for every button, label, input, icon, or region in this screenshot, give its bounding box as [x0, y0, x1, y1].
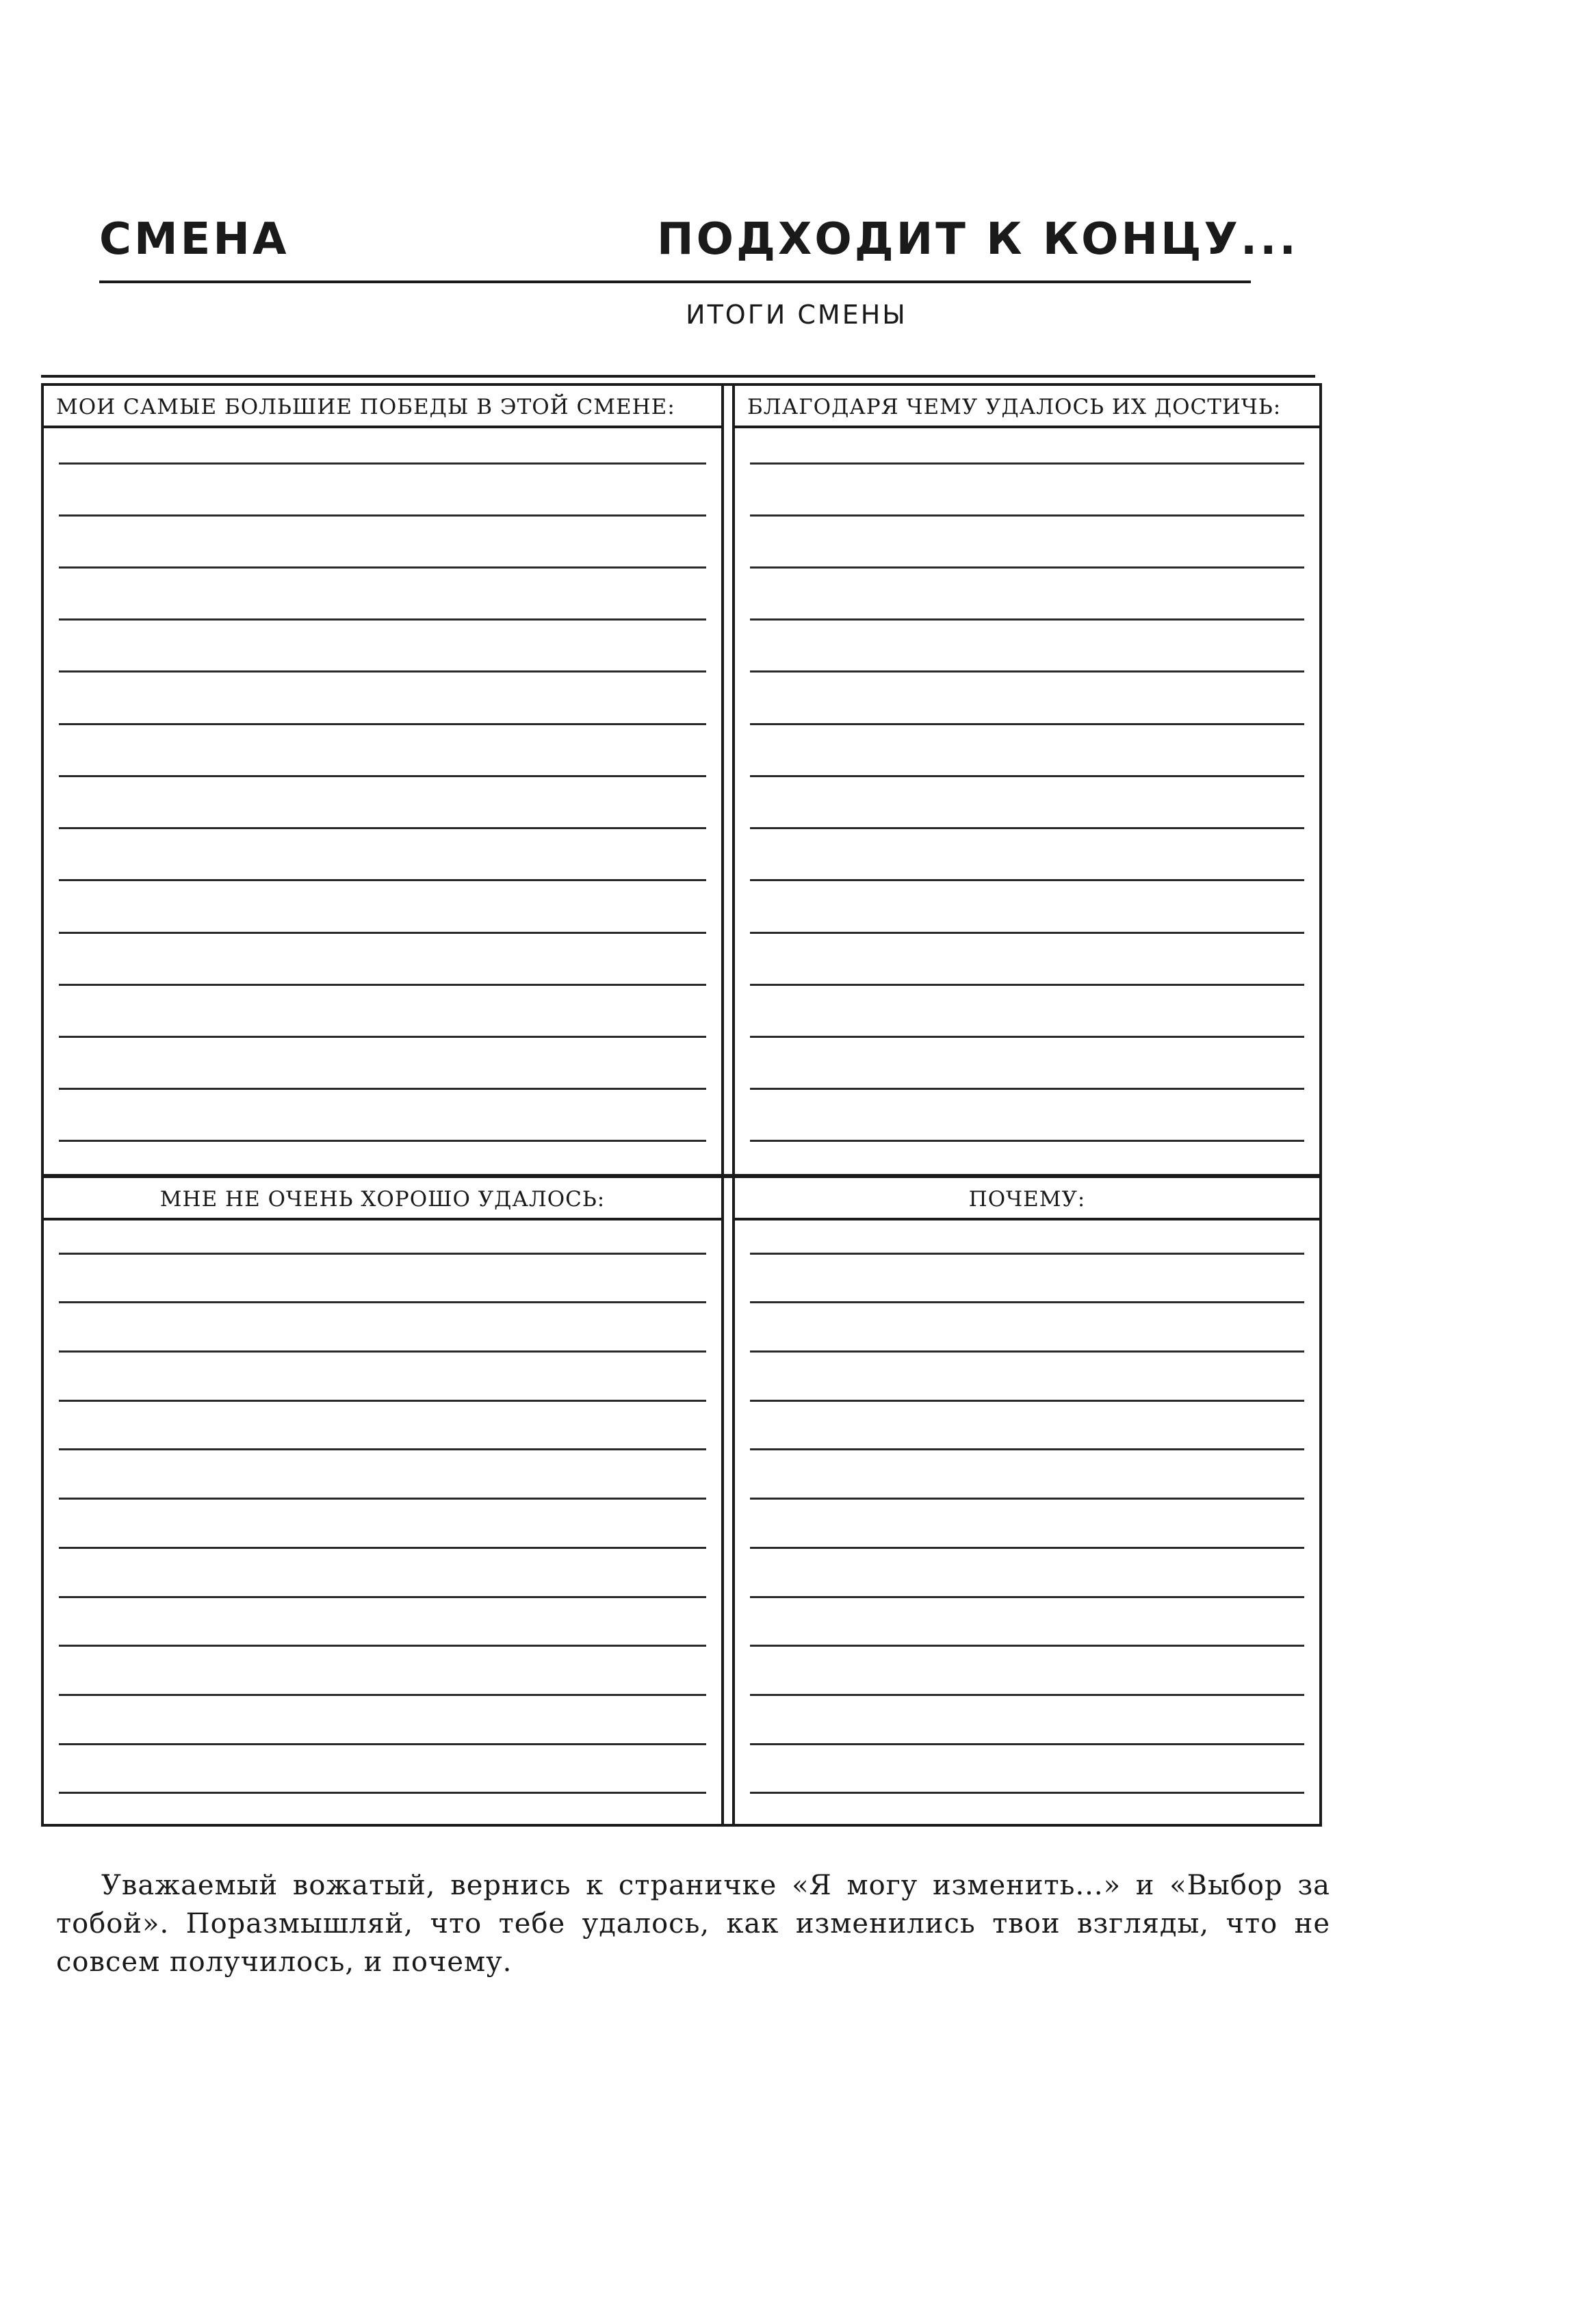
write-line	[59, 514, 706, 517]
write-line	[59, 1694, 706, 1696]
write-line	[750, 1743, 1304, 1745]
write-line	[750, 1036, 1304, 1038]
write-line	[59, 1400, 706, 1402]
write-line	[750, 514, 1304, 517]
write-line	[750, 1694, 1304, 1696]
write-line	[59, 879, 706, 881]
why-lines	[735, 1220, 1319, 1824]
write-line	[59, 1448, 706, 1450]
reasons-column	[732, 386, 1319, 1174]
write-line	[750, 1498, 1304, 1500]
write-line	[59, 670, 706, 673]
write-line	[59, 1596, 706, 1598]
write-line	[59, 1140, 706, 1142]
reasons-lines	[735, 428, 1319, 1174]
write-line	[59, 462, 706, 465]
failures-lines	[44, 1220, 721, 1824]
why-column	[732, 1178, 1319, 1824]
section-failures	[41, 1175, 1322, 1827]
footer-instructions: Уважаемый вожатый, вернись к страничке «Я могу изменить...» и «Выбор за тобой». Поразмышляй, что тебе удалось, как изменились твои взгляды, что не совсем получилось, и почему.	[56, 1870, 1330, 1978]
write-line	[59, 1253, 706, 1255]
top-rule	[41, 375, 1315, 378]
write-line	[59, 1792, 706, 1794]
write-line	[59, 1088, 706, 1090]
write-line	[750, 618, 1304, 621]
write-line	[750, 1400, 1304, 1402]
write-line	[750, 1448, 1304, 1450]
write-line	[750, 1596, 1304, 1598]
title-underline	[99, 280, 1251, 283]
write-line	[59, 1036, 706, 1038]
write-line	[750, 775, 1304, 777]
write-line	[750, 1547, 1304, 1549]
write-line	[750, 1350, 1304, 1353]
write-line	[750, 1088, 1304, 1090]
write-line	[59, 1498, 706, 1500]
write-line	[59, 984, 706, 986]
write-line	[750, 1301, 1304, 1303]
write-line	[59, 1743, 706, 1745]
write-line	[750, 566, 1304, 569]
write-line	[750, 1253, 1304, 1255]
write-line	[750, 462, 1304, 465]
why-header: ПОЧЕМУ:	[735, 1178, 1319, 1220]
write-line	[59, 932, 706, 934]
write-line	[750, 1645, 1304, 1647]
section-victories	[41, 383, 1322, 1177]
victories-header: МОИ САМЫЕ БОЛЬШИЕ ПОБЕДЫ В ЭТОЙ СМЕНЕ:	[44, 386, 721, 428]
write-line	[59, 1350, 706, 1353]
write-line	[59, 775, 706, 777]
write-line	[59, 1547, 706, 1549]
page-subtitle: ИТОГИ СМЕНЫ	[686, 300, 907, 330]
failures-header: МНЕ НЕ ОЧЕНЬ ХОРОШО УДАЛОСЬ:	[44, 1178, 721, 1220]
failures-column	[44, 1178, 724, 1824]
write-line	[59, 723, 706, 725]
victories-lines	[44, 428, 721, 1174]
title-left: СМЕНА	[99, 214, 289, 265]
write-line	[59, 618, 706, 621]
write-line	[59, 1301, 706, 1303]
victories-column	[44, 386, 724, 1174]
title-right: ПОДХОДИТ К КОНЦУ...	[657, 214, 1299, 265]
write-line	[750, 1792, 1304, 1794]
write-line	[750, 670, 1304, 673]
write-line	[59, 827, 706, 829]
write-line	[750, 879, 1304, 881]
write-line	[750, 984, 1304, 986]
write-line	[59, 1645, 706, 1647]
write-line	[750, 932, 1304, 934]
write-line	[750, 1140, 1304, 1142]
write-line	[59, 566, 706, 569]
reasons-header: БЛАГОДАРЯ ЧЕМУ УДАЛОСЬ ИХ ДОСТИЧЬ:	[735, 386, 1319, 428]
write-line	[750, 723, 1304, 725]
write-line	[750, 827, 1304, 829]
